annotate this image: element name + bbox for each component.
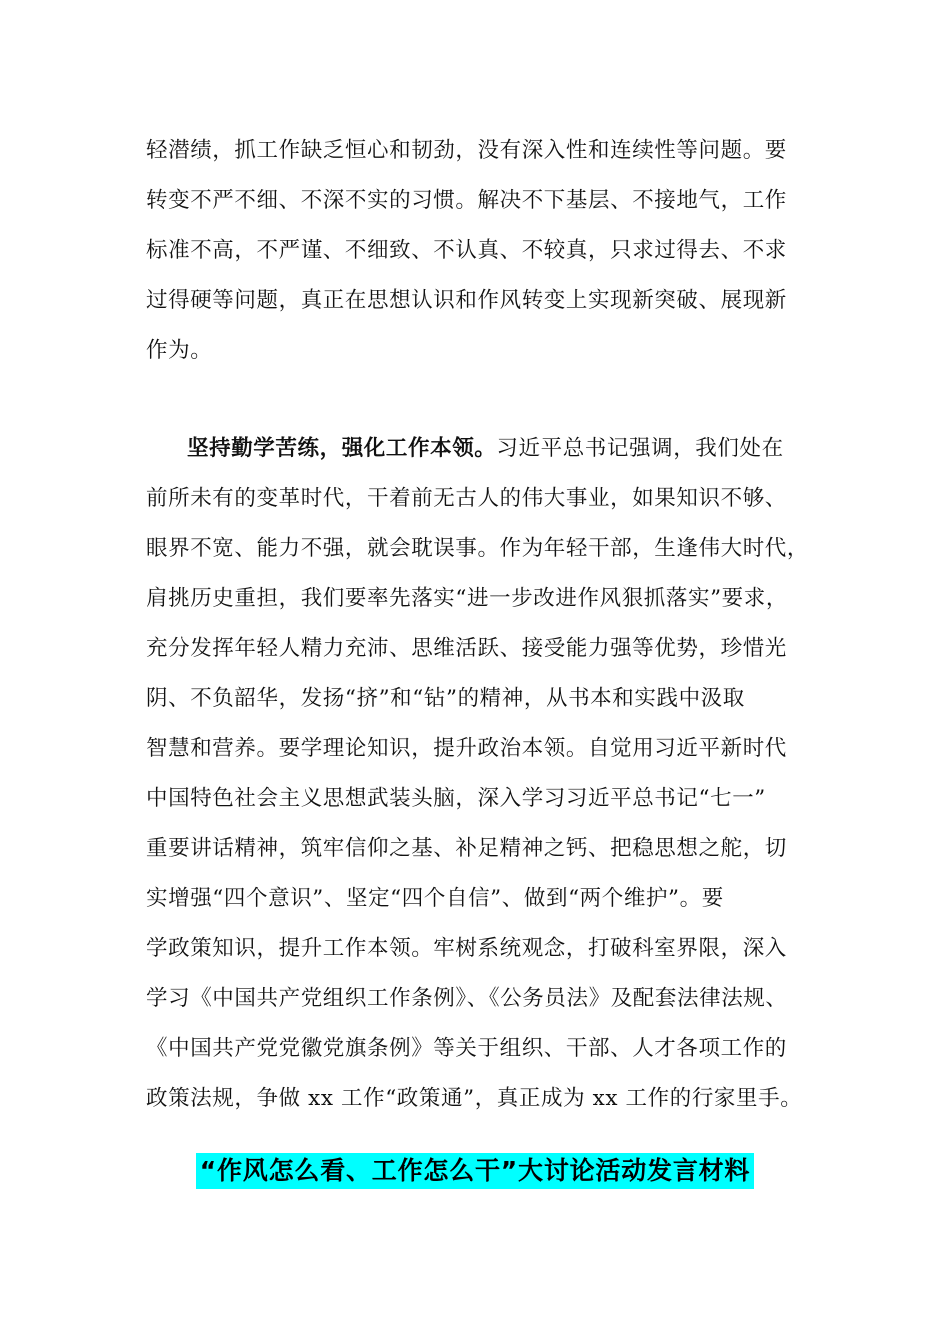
paragraph-2-heading: 坚持勤学苦练，强化工作本领。	[187, 436, 497, 461]
section-title: “作风怎么看、工作怎么干”大讨论活动发言材料	[196, 1153, 754, 1189]
paragraph-1-line-2: 转变不严不细、不深不实的习惯。解决不下基层、不接地气，工作	[146, 188, 787, 213]
paragraph-1-line-1: 轻潜绩，抓工作缺乏恒心和韧劲，没有深入性和连续性等问题。要	[146, 138, 787, 163]
paragraph-2-line-6: 阴、不负韶华，发扬“挤”和“钻”的精神，从书本和实践中汲取	[146, 686, 745, 711]
paragraph-2-line-11: 学政策知识，提升工作本领。牢树系统观念，打破科室界限，深入	[146, 936, 787, 961]
paragraph-2-line-14: 政策法规，争做 xx 工作“政策通”，真正成为 xx 工作的行家里手。	[146, 1086, 803, 1111]
paragraph-2-line-13: 《中国共产党党徽党旗条例》等关于组织、干部、人才各项工作的	[146, 1036, 787, 1061]
paragraph-1-line-4: 过得硬等问题，真正在思想认识和作风转变上实现新突破、展现新	[146, 288, 787, 313]
paragraph-1-line-5: 作为。	[146, 338, 213, 363]
paragraph-2-line-7: 智慧和营养。要学理论知识，提升政治本领。自觉用习近平新时代	[146, 736, 787, 761]
paragraph-2-first-line	[187, 434, 784, 464]
paragraph-2-line-12: 学习《中国共产党组织工作条例》、《公务员法》及配套法律法规、	[146, 986, 788, 1011]
paragraph-2-line-9: 重要讲话精神，筑牢信仰之基、补足精神之钙、把稳思想之舵，切	[146, 836, 787, 861]
paragraph-2-first-line-rest: 习近平总书记强调，我们处在	[496, 436, 784, 461]
paragraph-2-line-2: 前所未有的变革时代，干着前无古人的伟大事业，如果知识不够、	[146, 486, 787, 511]
paragraph-2-line-8: 中国特色社会主义思想武装头脑，深入学习习近平总书记“七一”	[146, 786, 766, 811]
paragraph-2-line-10: 实增强“四个意识”、坚定“四个自信”、做到“两个维护”。要	[146, 886, 724, 911]
paragraph-1-line-3: 标准不高，不严谨、不细致、不认真、不较真，只求过得去、不求	[146, 238, 787, 263]
paragraph-2-line-5: 充分发挥年轻人精力充沛、思维活跃、接受能力强等优势，珍惜光	[146, 636, 787, 661]
section-title-wrapper	[0, 1153, 950, 1189]
paragraph-2-line-4: 肩挑历史重担，我们要率先落实“进一步改进作风狠抓落实”要求，	[146, 586, 788, 611]
paragraph-2-line-3: 眼界不宽、能力不强，就会耽误事。作为年轻干部，生逢伟大时代，	[146, 536, 810, 561]
